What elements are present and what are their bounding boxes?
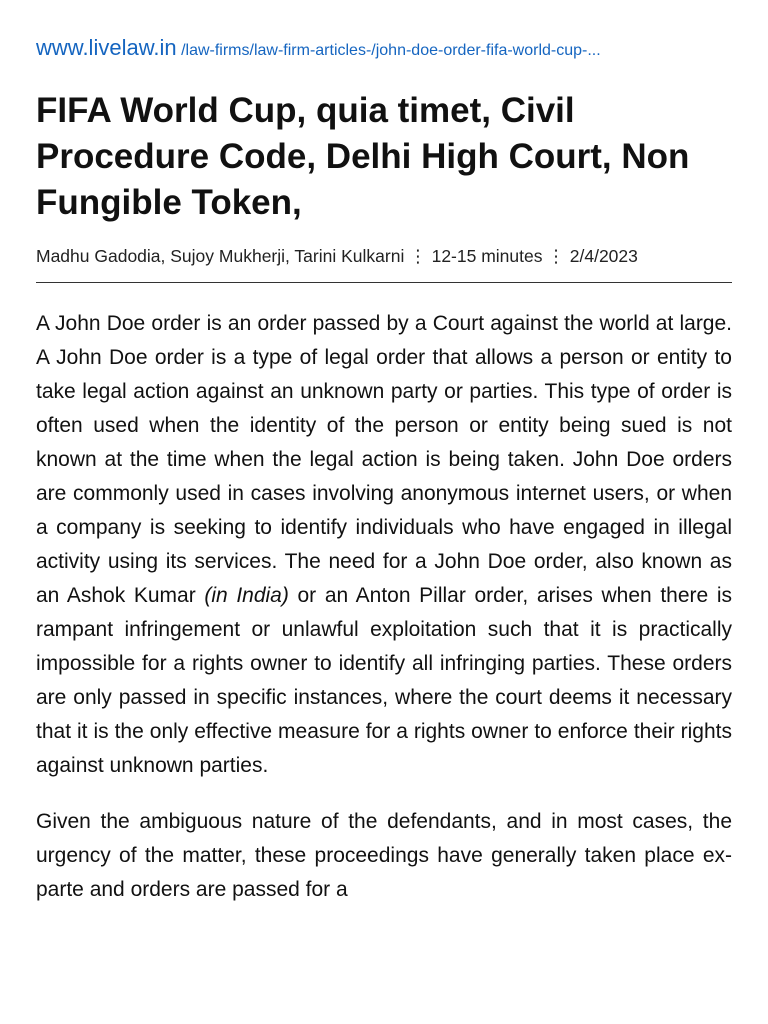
url-path[interactable]: /law-firms/law-firm-articles-/john-doe-order-fifa-world-cup-... xyxy=(181,42,601,59)
article-paragraph-1 xyxy=(36,307,732,783)
paragraph-emphasis: (in India) xyxy=(204,584,289,607)
article-title: FIFA World Cup, quia timet, Civil Procedure Code, Delhi High Court, Non Fungible Token, xyxy=(36,91,690,222)
source-url[interactable] xyxy=(36,33,732,66)
article-paragraph-2: Given the ambiguous nature of the defendants, and in most cases, the urgency of the matter, these proceedings have generally taken place ex-parte and orders are passed for a xyxy=(36,810,732,901)
article-date: 2/4/2023 xyxy=(569,246,638,266)
paragraph-text: A John Doe order is an order passed by a Court against the world at large. A John Doe order is a type of legal order that allows a person or entity to take legal action against an unknown party or parties. This type of order is often used when the identity of the person or entity being sued is not known at the time when the legal action is being taken. John Doe orders are commonly used in cases involving anonymous internet users, or when a company is seeking to identify individuals who have engaged in illegal activity using its services. The need for a John Doe order, also known as an Ashok Kumar xyxy=(36,312,732,607)
paragraph-text: or an Anton Pillar order, arises when there is rampant infringement or unlawful exploitation such that it is practically impossible for a rights owner to identify all infringing parties. These orders are only passed in specific instances, where the court deems it necessary that it is the only effective measure for a rights owner to enforce their rights against unknown parties. xyxy=(36,584,733,777)
byline-separator: ⋮ xyxy=(547,246,570,266)
article-read-time: 12-15 minutes xyxy=(431,246,543,266)
header-divider xyxy=(36,282,732,283)
url-domain[interactable]: www.livelaw.in xyxy=(36,35,177,60)
article-body xyxy=(36,307,732,929)
byline-separator: ⋮ xyxy=(409,246,432,266)
article-authors: Madhu Gadodia, Sujoy Mukherji, Tarini Kulkarni xyxy=(36,246,405,266)
article-byline xyxy=(36,243,732,269)
